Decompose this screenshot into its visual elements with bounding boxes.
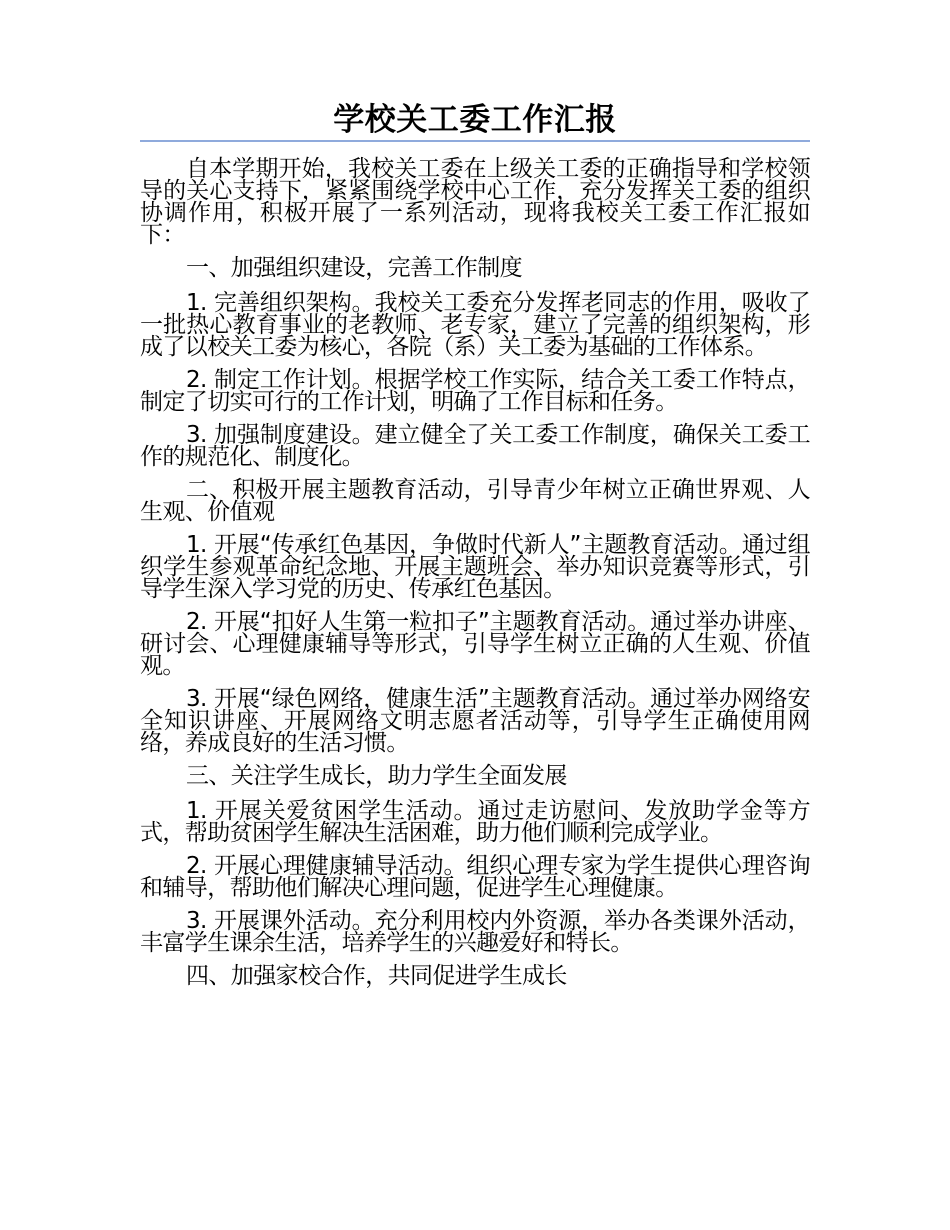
paragraph-2-1: 1. 开展“传承红色基因，争做时代新人”主题教育活动。通过组织学生参观革命纪念地、开展主题班会、举办知识竞赛等形式，引导学生深入学习党的历史、传承红色基因。	[140, 532, 810, 602]
paragraph-1-3: 3. 加强制度建设。建立健全了关工委工作制度，确保关工委工作的规范化、制度化。	[140, 422, 810, 470]
intro-paragraph: 自本学期开始，我校关工委在上级关工委的正确指导和学校领导的关心支持下，紧紧围绕学校中心工作，充分发挥关工委的组织协调作用，积极开展了一系列活动，现将我校关工委工作汇报如下：	[140, 156, 810, 248]
section-heading-4: 四、加强家校合作，共同促进学生成长	[186, 963, 567, 989]
document-title: 学校关工委工作汇报	[333, 102, 617, 138]
paragraph-3-2: 2. 开展心理健康辅导活动。组织心理专家为学生提供心理咨询和辅导，帮助他们解决心理问题，促进学生心理健康。	[140, 853, 810, 901]
section-heading-3: 三、关注学生成长，助力学生全面发展	[186, 763, 567, 789]
paragraph-3-3: 3. 开展课外活动。充分利用校内外资源，举办各类课外活动，丰富学生课余生活，培养学生的兴趣爱好和特长。	[140, 908, 810, 956]
paragraph-2-3: 3. 开展“绿色网络，健康生活”主题教育活动。通过举办网络安全知识讲座、开展网络文明志愿者活动等，引导学生正确使用网络，养成良好的生活习惯。	[140, 686, 810, 756]
document-page	[140, 100, 810, 1000]
paragraph-1-2: 2. 制定工作计划。根据学校工作实际，结合关工委工作特点，制定了切实可行的工作计划，明确了工作目标和任务。	[140, 367, 810, 415]
title-underline	[140, 140, 810, 142]
section-heading-2: 二、积极开展主题教育活动，引导青少年树立正确世界观、人生观、价值观	[140, 477, 810, 525]
paragraph-3-1: 1. 开展关爱贫困学生活动。通过走访慰问、发放助学金等方式，帮助贫困学生解决生活困难，助力他们顺利完成学业。	[140, 798, 810, 846]
paragraph-1-1: 1. 完善组织架构。我校关工委充分发挥老同志的作用，吸收了一批热心教育事业的老教师、老专家，建立了完善的组织架构，形成了以校关工委为核心，各院（系）关工委为基础的工作体系。	[140, 290, 810, 360]
section-heading-1: 一、加强组织建设，完善工作制度	[186, 255, 523, 281]
paragraph-2-2: 2. 开展“扣好人生第一粒扣子”主题教育活动。通过举办讲座、研讨会、心理健康辅导等形式，引导学生树立正确的人生观、价值观。	[140, 609, 810, 679]
